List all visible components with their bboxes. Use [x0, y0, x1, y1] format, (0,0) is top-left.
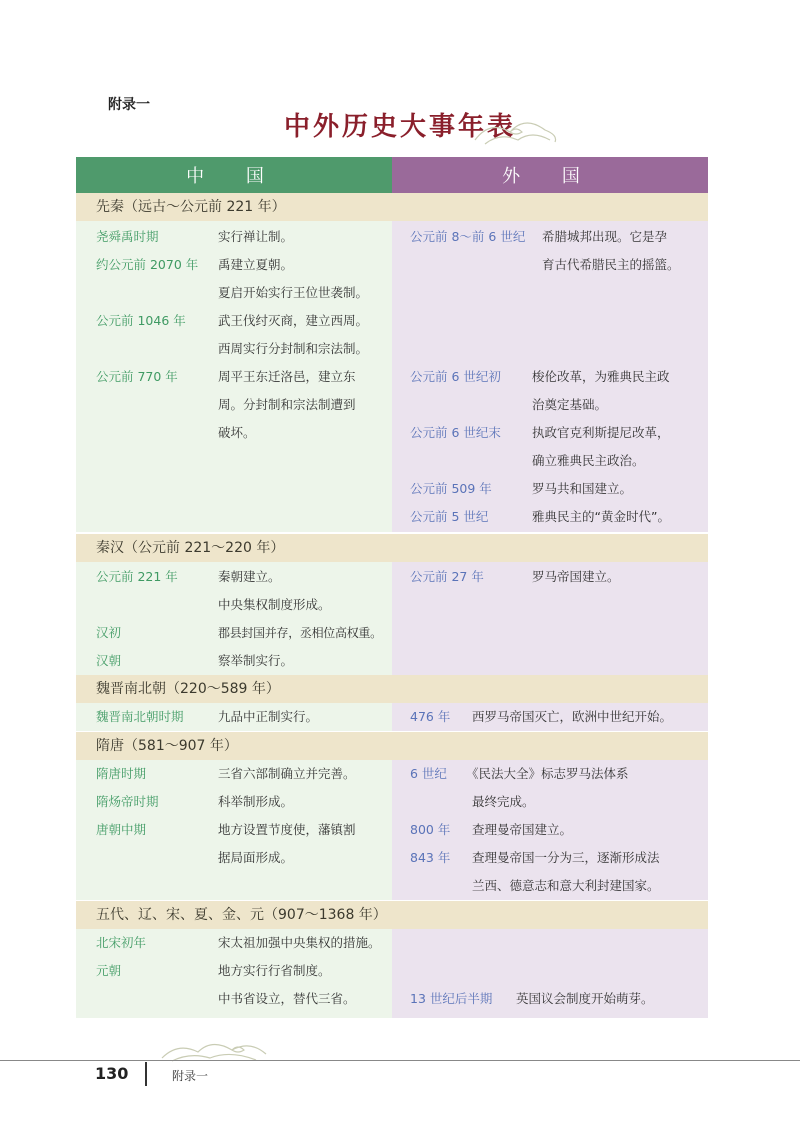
page-title: 中外历史大事年表 [283, 112, 516, 142]
foreign-event: 最终完成。 [472, 794, 535, 809]
foreign-event: 查理曼帝国一分为三，逐渐形成法 [472, 850, 660, 865]
period-band-songyuan: 五代、辽、宋、夏、金、元（907～1368 年） [76, 901, 708, 929]
china-event: 中书省设立，替代三省。 [218, 991, 356, 1006]
china-event: 九品中正制实行。 [218, 709, 319, 724]
foreign-date: 公元前 6 世纪末 [410, 425, 501, 440]
foreign-date: 公元前 509 年 [410, 481, 492, 496]
china-event: 夏启开始实行王位世袭制。 [218, 285, 369, 300]
china-date: 汉朝 [96, 653, 122, 668]
china-date: 汉初 [96, 625, 122, 640]
footer-separator [145, 1062, 147, 1086]
foreign-date: 476 年 [410, 709, 451, 724]
china-event: 察举制实行。 [218, 653, 294, 668]
china-event: 实行禅让制。 [218, 229, 294, 244]
china-event: 郡县封国并存，丞相位高权重。 [218, 626, 382, 640]
china-date: 北宋初年 [96, 935, 147, 950]
foreign-date: 公元前 5 世纪 [410, 509, 489, 524]
column-header-china: 中 国 [76, 157, 392, 193]
foreign-event: 兰西、德意志和意大利封建国家。 [472, 878, 660, 893]
footer-divider [0, 1060, 800, 1061]
foreign-date: 公元前 8～前 6 世纪 [410, 229, 526, 244]
china-event: 中央集权制度形成。 [218, 597, 331, 612]
foreign-event: 希腊城邦出现。它是孕 [542, 229, 668, 244]
china-event: 武王伐纣灭商，建立西周。 [218, 313, 369, 328]
china-event: 地方实行行省制度。 [218, 963, 331, 978]
china-date: 唐朝中期 [96, 822, 147, 837]
china-date: 公元前 221 年 [96, 569, 178, 584]
china-date: 公元前 1046 年 [96, 313, 186, 328]
china-event: 地方设置节度使，藩镇割 [218, 822, 356, 837]
foreign-event: 梭伦改革，为雅典民主政 [532, 369, 670, 384]
foreign-date: 公元前 27 年 [410, 569, 484, 584]
china-date: 元朝 [96, 963, 122, 978]
foreign-event: 英国议会制度开始萌芽。 [516, 991, 654, 1006]
china-date: 公元前 770 年 [96, 369, 178, 384]
foreign-event: 罗马共和国建立。 [532, 481, 633, 496]
china-date: 约公元前 2070 年 [96, 257, 199, 272]
footer-label: 附录一 [172, 1069, 209, 1083]
china-event: 科举制形成。 [218, 794, 294, 809]
foreign-event: 《民法大全》标志罗马法体系 [466, 766, 629, 781]
china-event: 宋太祖加强中央集权的措施。 [218, 935, 381, 950]
foreign-event: 执政官克利斯提尼改革， [532, 425, 670, 440]
period-band-qinhan: 秦汉（公元前 221～220 年） [76, 534, 708, 562]
foreign-date: 843 年 [410, 850, 451, 865]
period-band-xianqin: 先秦（远古～公元前 221 年） [76, 193, 708, 221]
appendix-label: 附录一 [108, 97, 150, 113]
foreign-event: 确立雅典民主政治。 [532, 453, 645, 468]
page-number: 130 [95, 1064, 129, 1083]
foreign-date: 13 世纪后半期 [410, 991, 493, 1006]
china-event: 周。分封制和宗法制遭到 [218, 397, 356, 412]
china-date: 隋炀帝时期 [96, 794, 159, 809]
foreign-event: 查理曼帝国建立。 [472, 822, 573, 837]
cloud-ornament-top [470, 110, 560, 150]
china-date: 魏晋南北朝时期 [96, 709, 184, 724]
column-header-foreign: 外 国 [392, 157, 708, 193]
china-event: 据局面形成。 [218, 850, 294, 865]
china-event: 禹建立夏朝。 [218, 257, 294, 272]
foreign-event: 治奠定基础。 [532, 397, 608, 412]
china-date: 隋唐时期 [96, 766, 147, 781]
china-event: 破坏。 [218, 425, 256, 440]
foreign-event: 罗马帝国建立。 [532, 569, 620, 584]
china-event: 周平王东迁洛邑，建立东 [218, 369, 356, 384]
china-event: 西周实行分封制和宗法制。 [218, 341, 369, 356]
foreign-date: 公元前 6 世纪初 [410, 369, 501, 384]
period-band-weijin: 魏晋南北朝（220～589 年） [76, 675, 708, 703]
china-event: 三省六部制确立并完善。 [218, 766, 356, 781]
china-event: 秦朝建立。 [218, 569, 281, 584]
foreign-date: 6 世纪 [410, 766, 447, 781]
foreign-event: 西罗马帝国灭亡，欧洲中世纪开始。 [472, 709, 673, 724]
foreign-event: 育古代希腊民主的摇篮。 [542, 257, 680, 272]
foreign-event: 雅典民主的“黄金时代”。 [532, 509, 670, 524]
foreign-date: 800 年 [410, 822, 451, 837]
china-date: 尧舜禹时期 [96, 229, 159, 244]
period-band-suitang: 隋唐（581～907 年） [76, 732, 708, 760]
